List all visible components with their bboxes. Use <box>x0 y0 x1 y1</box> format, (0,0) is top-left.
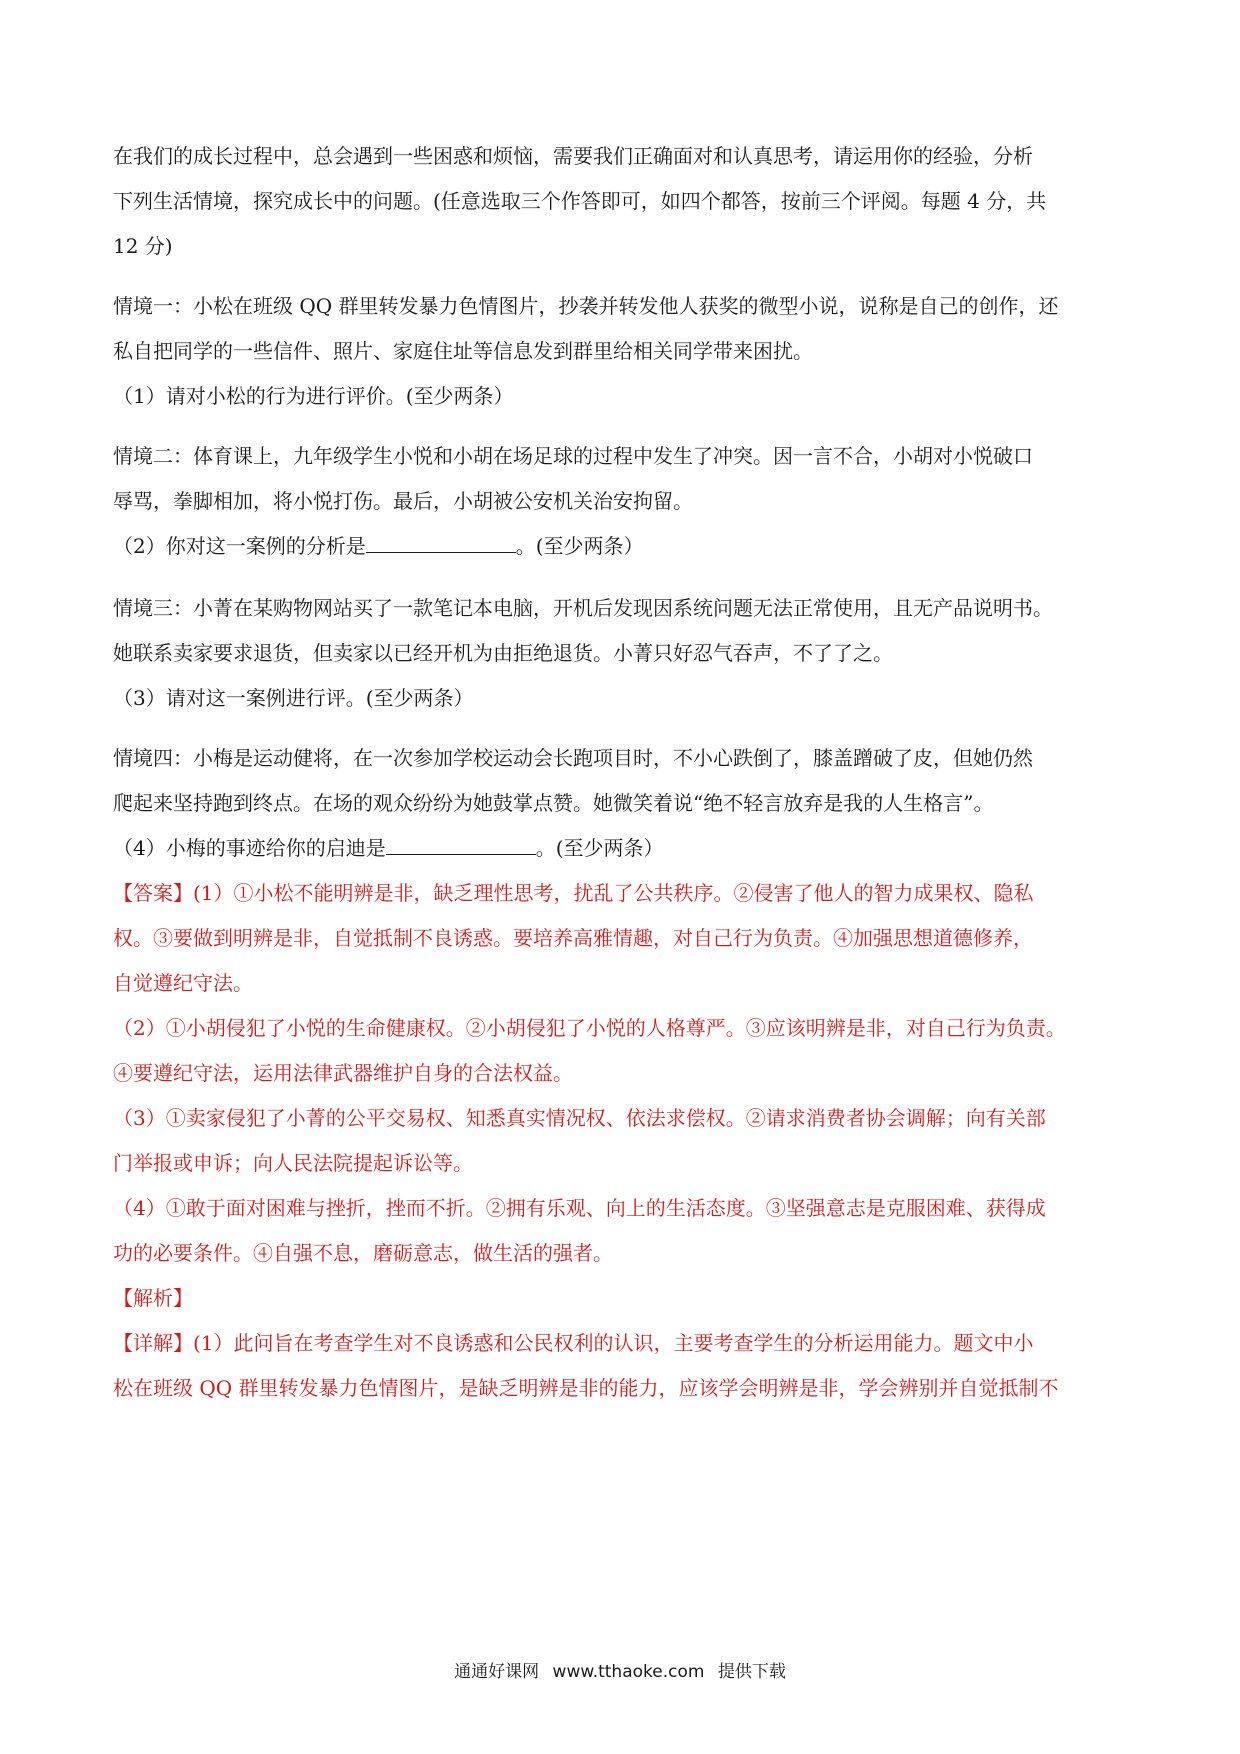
scenario2-question-text: （2）你对这一案例的分析是 <box>113 534 366 558</box>
scenario1-line-2: 私自把同学的一些信件、照片、家庭住址等信息发到群里给相关同学带来困扰。 <box>113 339 813 363</box>
scenario1-question: （1）请对小松的行为进行评价。(至少两条） <box>113 384 514 408</box>
intro-line-2: 下列生活情境，探究成长中的问题。(任意选取三个作答即可，如四个都答，按前三个评阅。每题 4 分，共 <box>113 189 1047 213</box>
scenario4-line-1: 情境四：小梅是运动健将，在一次参加学校运动会长跑项目时，不小心跌倒了，膝盖蹭破了皮，但她仍然 <box>113 746 1033 770</box>
answer-3-line-2: 门举报或申诉；向人民法院提起诉讼等。 <box>113 1151 473 1175</box>
detail-1-line-1: 【详解】(1）此问旨在考查学生对不良诱惑和公民权利的认识，主要考查学生的分析运用能力。题文中小 <box>113 1331 1034 1355</box>
detail-1-line-2: 松在班级 QQ 群里转发暴力色情图片，是缺乏明辨是非的能力，应该学会明辨是非，学会辨别并自觉抵制不 <box>113 1376 1059 1400</box>
answer-blank <box>366 534 516 553</box>
scenario1-line-1: 情境一：小松在班级 QQ 群里转发暴力色情图片，抄袭并转发他人获奖的微型小说，说称是自己的创作，还 <box>113 294 1059 318</box>
intro-line-1: 在我们的成长过程中，总会遇到一些困惑和烦恼，需要我们正确面对和认真思考，请运用你的经验，分析 <box>113 144 1033 168</box>
scenario3-question: （3）请对这一案例进行评。(至少两条） <box>113 686 474 710</box>
scenario3-line-2: 她联系卖家要求退货，但卖家以已经开机为由拒绝退货。小菁只好忍气吞声，不了了之。 <box>113 641 893 665</box>
footer-site-name: 通通好课网 <box>454 1662 540 1682</box>
intro-line-3: 12 分) <box>113 234 173 258</box>
scenario2-question <box>113 533 644 559</box>
scenario4-line-2: 爬起来坚持跑到终点。在场的观众纷纷为她鼓掌点赞。她微笑着说“绝不轻言放弃是我的人生格言”。 <box>113 791 994 815</box>
answer-4-line-2: 功的必要条件。④自强不息，磨砺意志，做生活的强者。 <box>113 1241 613 1265</box>
page-footer <box>0 1657 1240 1682</box>
scenario4-question-suffix: 。(至少两条） <box>535 836 664 860</box>
footer-download-text: 提供下载 <box>717 1662 786 1682</box>
answer-4-line-1: （4）①敢于面对困难与挫折，挫而不折。②拥有乐观、向上的生活态度。③坚强意志是克服困难、获得成 <box>113 1196 1046 1220</box>
scenario4-question <box>113 835 664 861</box>
scenario3-line-1: 情境三：小菁在某购物网站买了一款笔记本电脑，开机后发现因系统问题无法正常使用，且无产品说明书。 <box>113 596 1053 620</box>
answer-blank <box>386 836 536 855</box>
scenario2-line-2: 辱骂，拳脚相加，将小悦打伤。最后，小胡被公安机关治安拘留。 <box>113 489 693 513</box>
answer-1-line-2: 权。③要做到明辨是非，自觉抵制不良诱惑。要培养高雅情趣，对自己行为负责。④加强思想道德修养， <box>113 926 1033 950</box>
scenario4-question-text: （4）小梅的事迹给你的启迪是 <box>113 836 386 860</box>
answer-3-line-1: （3）①卖家侵犯了小菁的公平交易权、知悉真实情况权、依法求偿权。②请求消费者协会调解；向有关部 <box>113 1106 1046 1130</box>
scenario2-line-1: 情境二：体育课上，九年级学生小悦和小胡在场足球的过程中发生了冲突。因一言不合，小胡对小悦破口 <box>113 444 1033 468</box>
answer-1-line-1: 【答案】(1）①小松不能明辨是非，缺乏理性思考，扰乱了公共秩序。②侵害了他人的智力成果权、隐私 <box>113 881 1034 905</box>
scenario2-question-suffix: 。(至少两条） <box>515 534 644 558</box>
answer-2-line-1: （2）①小胡侵犯了小悦的生命健康权。②小胡侵犯了小悦的人格尊严。③应该明辨是非，对自己行为负责。 <box>113 1016 1066 1040</box>
answer-1-line-3: 自觉遵纪守法。 <box>113 971 253 995</box>
footer-url-link[interactable]: www.tthaoke.com <box>552 1662 705 1682</box>
analysis-heading: 【解析】 <box>113 1286 193 1310</box>
answer-2-line-2: ④要遵纪守法，运用法律武器维护自身的合法权益。 <box>113 1061 573 1085</box>
